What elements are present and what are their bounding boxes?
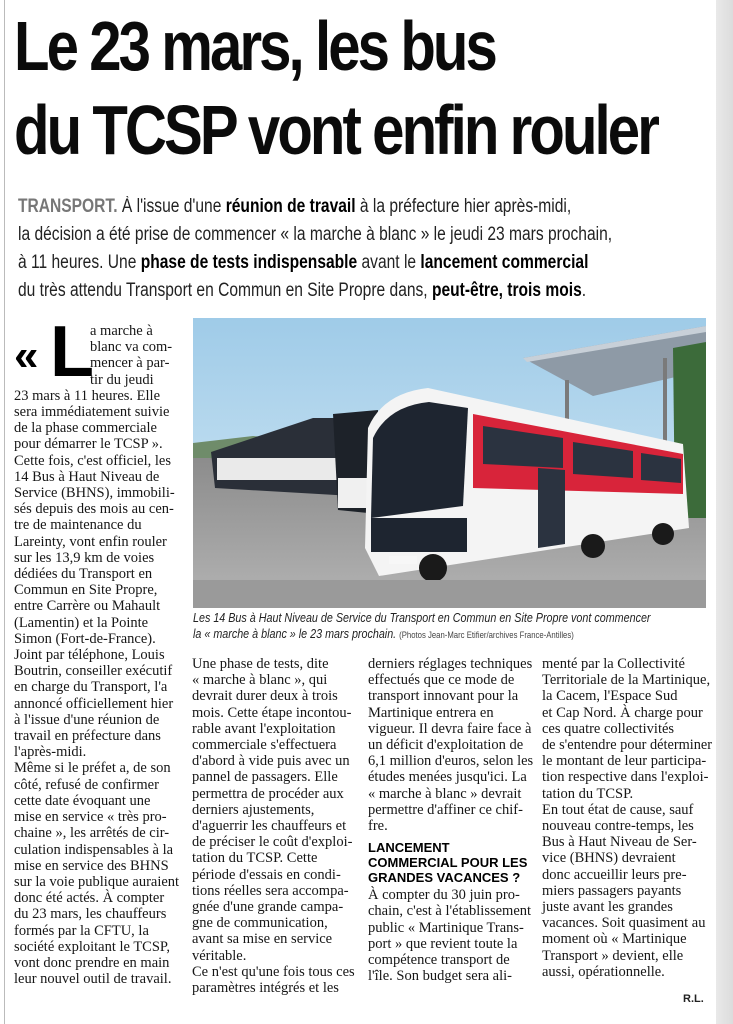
subhead-line: COMMERCIAL POUR LES [368,855,528,871]
headline-line-1: Le 23 mars, les bus [14,7,495,85]
article-text-line: tion respective dans l'exploi- [542,769,709,786]
article-text-line: 14 Bus à Haut Niveau de [14,468,160,485]
article-text-line: travail en préfecture dans [14,728,161,745]
column-2 [192,656,357,996]
bus-photo [193,318,706,608]
article-text-line: permettre d'affiner ce chif- [368,801,523,818]
column-3-part-1 [368,656,533,834]
author-signature: R.L. [683,993,704,1005]
dropcap-guillemet: « [14,331,39,380]
article-text-line: À compter du 30 juin pro- [368,887,520,904]
article-text-line: public « Martinique Trans- [368,919,524,936]
article-text-line: mise en service des BHNS [14,857,169,874]
article-text-line: (Lamentin) et la Pointe [14,614,149,631]
lead-row [18,193,584,221]
article-text-line: juste avant les grandes [542,899,673,916]
page-left-rule [4,0,5,1024]
article-text-line: l'île. Son budget sera ali- [368,968,512,985]
caption-line-1: Les 14 Bus à Haut Niveau de Service du Transport en Commun en Site Propre vont commencer [193,611,651,625]
article-text-line: sur la voie publique auraient [14,873,180,890]
article-text-line: Territoriale de la Martinique, [542,672,711,689]
article-text-line: du 23 mars, les chauffeurs [14,906,167,923]
article-text-line: Commun en Site Propre, [14,582,158,599]
article-text-line: sur les 13,9 km de voies [14,549,155,566]
article-text-line: mencer à par- [90,355,170,372]
article-text-line: le montant de leur participa- [542,753,707,770]
article-text-line: « marche à blanc » devrait [368,785,522,802]
article-text-line: donc été actés. À compter [14,890,165,907]
article-text-line: en charge du Transport, l'a [14,679,168,696]
article-text-line: paramètres intégrés et les [192,980,339,997]
article-text-line: Une phase de tests, dite [192,656,329,672]
lead-text: avant le [357,252,421,273]
section-subhead [368,840,533,885]
article-text-line: la Cacem, l'Espace Sud [542,688,678,705]
article-text-line: derniers ajustements, [192,801,315,818]
lead-text: à 11 heures. Une [18,252,141,273]
article-text-line: En tout état de cause, sauf [542,801,694,818]
article-text-line: et Cap Nord. À charge pour [542,704,703,721]
article-text-line: entre Carrère ou Mahault [14,598,161,615]
article-text-line: études menées jusqu'ici. La [368,769,527,786]
article-text-line: sera immédiatement suivie [14,404,170,421]
article-text-line: a marche à [90,323,153,339]
kicker: TRANSPORT. [18,196,118,217]
article-text-line: de s'entendre pour déterminer [542,737,713,754]
article-text-line: Ce n'est qu'une fois tous ces [192,963,355,980]
photo-caption [193,610,713,643]
article-text-line: Boutrin, conseiller exécutif [14,663,173,680]
caption-text: la « marche à blanc » le 23 mars prochain. [193,627,400,641]
article-text-line: derniers réglages techniques [368,656,533,672]
caption-line-2 [193,626,640,643]
article-text-line: mois. Cette étape incontou- [192,704,352,721]
article-text-line: période d'essais en condi- [192,866,341,883]
column-1 [14,323,186,987]
lead-emphasis: réunion de travail [225,196,356,217]
article-text-line: Martinique entrera en [368,704,494,721]
headline-line-2: du TCSP vont enfin rouler [14,91,657,169]
lead-row: la décision a été prise de commencer « la marche à blanc » le jeudi 23 mars prochain, [18,224,613,245]
article-text-line: sés depuis des mois au cen- [14,501,174,518]
article-text-line: ces quatre collectivités [542,720,675,737]
dropcap-letter: L [50,312,94,392]
column-3-part-2 [368,887,533,984]
article-text-line: miers passagers payants [542,882,682,899]
article-text-line: dédiées du Transport en [14,566,153,583]
article-text-line: Joint par téléphone, Louis [14,647,165,664]
article-text-line: de préciser le coût d'exploi- [192,834,353,851]
article-text-line: devrait durer deux à trois [192,688,338,705]
column-3 [368,656,533,984]
article-text-line: société exploitant le TCSP, [14,938,170,955]
article-text-line: côté, refusé de confirmer [14,776,159,793]
article-text-line: Cette fois, c'est officiel, les [14,452,171,469]
article-text-line: vice (BHNS) devraient [542,850,676,867]
article-text-line: cette date évoquant une [14,792,151,809]
lead-emphasis: peut-être, trois mois [431,280,582,301]
article-text-line: vont donc prendre en main [14,954,170,971]
article-text-line: vigueur. Il devra faire face à [368,720,532,737]
article-text-line: Service (BHNS), immobili- [14,485,175,502]
lead-text: du très attendu Transport en Commun en Site Propre dans, [18,280,432,301]
article-text-line: tir du jeudi [90,371,154,388]
article-text-line: à l'issue d'une réunion de [14,711,160,728]
article-text-line: tation du TCSP. Cette [192,850,318,867]
lead-paragraph [18,193,708,305]
article-text-line: rable avant l'exploitation [192,720,336,737]
lead-row [18,249,589,277]
bus-photo-illustration [193,318,706,608]
article-text-line: menté par la Collectivité [542,656,685,672]
article-text-line: un déficit d'exploitation de [368,737,524,754]
article-text-line: 23 mars à 11 heures. Elle [14,387,161,404]
article-text-line: Simon (Fort-de-France). [14,630,156,647]
lead-emphasis: lancement commercial [420,252,589,273]
article-text-line: compétence transport de [368,952,510,969]
headline [14,6,657,174]
article-text-line: pannel de passagers. Elle [192,769,338,786]
article-text-line: moment où « Martinique [542,931,687,948]
article-text-line: transport innovant pour la [368,688,519,705]
article-text-line: « marche à blanc », qui [192,672,328,689]
article-text-line: aussi, opérationnelle. [542,963,665,980]
article-text-line: véritable. [192,947,247,964]
article-text-line: tions réelles sera accompa- [192,882,349,899]
article-text-line: leur nouvel outil de travail. [14,971,172,988]
article-text-line: tre de maintenance du [14,517,142,534]
lead-row [18,277,587,305]
article-text-line: pour démarrer le TCSP ». [14,436,163,453]
article-text-line: d'aguerrir les chauffeurs et [192,818,347,835]
article-text-line: donc accueillir leurs pre- [542,866,687,883]
article-text-line: chain, c'est à l'établissement [368,903,532,920]
article-text-line: permettra de procéder aux [192,785,344,802]
article-text-line: mise en service « très pro- [14,809,167,826]
lead-text: À l'issue d'une [117,196,226,217]
lead-emphasis: phase de tests indispensable [140,252,358,273]
lead-text: à la préfecture hier après-midi, [355,196,572,217]
article-text-line: Même si le préfet a, de son [14,760,171,777]
subhead-line: LANCEMENT [368,840,450,856]
article-text-line: Bus à Haut Niveau de Ser- [542,834,697,851]
article-text-line: commerciale s'effectuera [192,737,337,754]
article-text-line: effectués que ce mode de [368,672,515,689]
article-text-line: gnée d'une grande campa- [192,899,344,916]
article-text-line: culation indispensables à la [14,841,174,858]
photo-credit: (Photos Jean-Marc Etifier/archives France-Antilles) [399,630,574,640]
article-text-line: de la phase commerciale [14,420,157,437]
article-text-line: Lareinty, vont enfin rouler [14,533,167,550]
article-text-line: tation du TCSP. [542,785,634,802]
article-text-line: gne de communication, [192,915,328,932]
article-text-line: 6,1 million d'euros, selon les [368,753,534,770]
column-4 [542,656,712,980]
article-text-line: vacances. Soit quasiment au [542,915,706,932]
article-text-line: blanc va com- [90,339,173,356]
article-text-line: annoncé officiellement hier [14,695,174,712]
article-text-line: nouveau contre-temps, les [542,818,694,835]
lead-text: . [581,280,587,301]
article-text-line: avant sa mise en service [192,931,333,948]
page-right-edge [716,0,733,1024]
article-text-line: fre. [368,818,388,835]
article-text-line: port » que revient toute la [368,935,518,952]
article-text-line: Transport » devient, elle [542,947,684,964]
article-text-line: l'après-midi. [14,744,87,761]
article-text-line: chaine », les arrêtés de cir- [14,825,170,842]
article-text-line: formés par la CFTU, la [14,922,149,939]
subhead-line: GRANDES VACANCES ? [368,870,521,886]
article-text-line: d'abord à vide puis avec un [192,753,350,770]
